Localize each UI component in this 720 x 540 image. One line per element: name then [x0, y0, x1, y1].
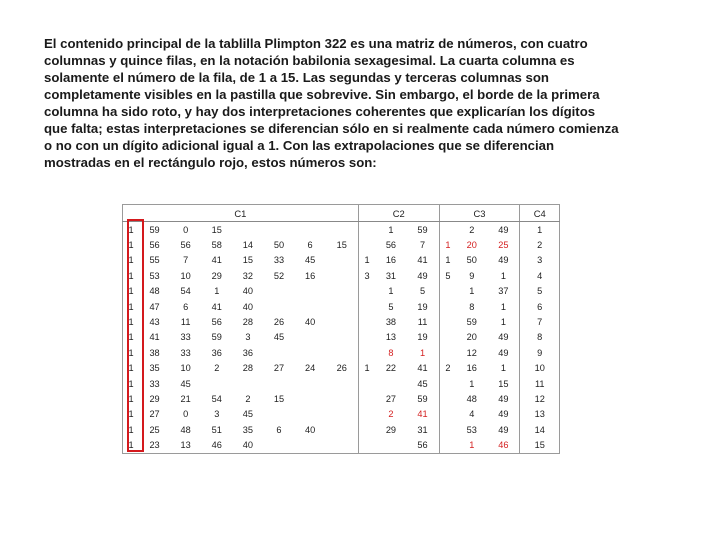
table-row — [123, 330, 560, 345]
table-cell: 54 — [180, 286, 191, 297]
table-cell: 3 — [520, 253, 560, 268]
table-cell: 10 — [180, 363, 191, 374]
table-cell: 33 — [180, 347, 191, 358]
table-cell: 36 — [242, 347, 253, 358]
table-row — [123, 268, 560, 283]
table-cell: 29 — [385, 424, 397, 435]
table-cell — [263, 299, 294, 314]
table-cell: 47 — [149, 301, 160, 312]
table-cell: 1 — [520, 222, 560, 238]
table-cell — [263, 345, 294, 360]
table-cell: 5 — [445, 270, 451, 281]
table-cell: 1 — [123, 299, 140, 314]
table-cell: 1 — [123, 314, 140, 329]
table-row — [123, 345, 560, 360]
table-cell: 56 — [385, 240, 397, 251]
table-cell: 1 — [123, 361, 140, 376]
table-cell: 24 — [304, 363, 316, 374]
table-cell: 36 — [211, 347, 222, 358]
table-cell — [326, 330, 359, 345]
table-cell: 49 — [487, 391, 520, 406]
table-cell: 11 — [406, 314, 439, 329]
table-cell: 48 — [180, 424, 191, 435]
table-cell — [358, 299, 375, 314]
table-cell: 13 — [385, 332, 397, 343]
table-cell: 12 — [520, 391, 560, 406]
table-row — [123, 407, 560, 422]
table-cell: 6 — [183, 301, 189, 312]
table-cell — [295, 437, 326, 453]
table-cell — [326, 284, 359, 299]
red-highlight-rectangle — [127, 219, 144, 452]
table-cell: 1 — [445, 255, 451, 266]
table-cell: 31 — [385, 270, 397, 281]
table-cell: 49 — [487, 345, 520, 360]
table-cell — [326, 268, 359, 283]
table-cell: 22 — [385, 363, 397, 374]
table-cell — [358, 314, 375, 329]
table-cell — [295, 376, 326, 391]
table-cell: 38 — [149, 347, 160, 358]
table-cell: 2 — [214, 363, 220, 374]
table-cell: 1 — [456, 437, 487, 453]
table-cell: 3 — [245, 332, 251, 343]
table-cell: 7 — [183, 255, 189, 266]
table-cell: 23 — [139, 437, 170, 453]
table-cell: 1 — [487, 314, 520, 329]
table-cell: 19 — [406, 299, 439, 314]
table-cell — [358, 345, 375, 360]
table-cell: 8 — [469, 301, 475, 312]
table-cell — [295, 345, 326, 360]
table-cell: 59 — [406, 222, 439, 238]
table-cell — [295, 222, 326, 238]
table-cell — [439, 330, 456, 345]
table-cell — [439, 422, 456, 437]
table-cell: 28 — [242, 317, 253, 328]
table-cell — [439, 299, 456, 314]
table-cell: 1 — [123, 422, 140, 437]
table-cell: 1 — [487, 361, 520, 376]
header-c3: C3 — [439, 205, 520, 222]
table-cell: 46 — [201, 437, 232, 453]
table-cell: 9 — [520, 345, 560, 360]
table-cell: 29 — [149, 393, 160, 404]
table-cell: 19 — [406, 330, 439, 345]
table-cell: 6 — [307, 240, 313, 251]
table-cell: 1 — [123, 391, 140, 406]
table-cell: 41 — [149, 332, 160, 343]
table-cell — [439, 437, 456, 453]
table-cell: 50 — [466, 255, 477, 266]
table-cell — [326, 437, 359, 453]
table-cell: 27 — [273, 363, 285, 374]
table-cell: 1 — [123, 376, 140, 391]
table-cell: 11 — [520, 376, 560, 391]
table-cell: 26 — [326, 361, 359, 376]
table-cell: 56 — [180, 240, 191, 251]
table-cell: 40 — [304, 317, 316, 328]
table-row — [123, 422, 560, 437]
table-cell: 35 — [242, 424, 253, 435]
table-cell — [295, 391, 326, 406]
table-cell: 2 — [469, 224, 475, 235]
table-cell: 53 — [466, 424, 477, 435]
table-cell: 49 — [487, 330, 520, 345]
table-cell: 11 — [180, 317, 191, 328]
table-cell: 1 — [364, 363, 370, 374]
table-cell: 37 — [487, 284, 520, 299]
table-cell: 59 — [466, 317, 477, 328]
table-cell: 32 — [242, 270, 253, 281]
table-row — [123, 299, 560, 314]
table-cell: 5 — [520, 284, 560, 299]
table-cell: 35 — [149, 363, 160, 374]
table-cell: 6 — [520, 299, 560, 314]
table-cell — [358, 376, 375, 391]
table-cell — [439, 284, 456, 299]
table-row — [123, 391, 560, 406]
table-cell: 7 — [520, 314, 560, 329]
table-cell: 1 — [445, 240, 451, 251]
table-cell: 41 — [406, 407, 439, 422]
table-cell — [358, 437, 375, 453]
table-cell: 15 — [211, 224, 222, 235]
table-cell: 45 — [180, 378, 191, 389]
table-cell: 59 — [211, 332, 222, 343]
table-cell: 45 — [304, 255, 316, 266]
table-cell: 15 — [487, 376, 520, 391]
table-cell — [439, 376, 456, 391]
table-cell: 1 — [123, 222, 140, 238]
table-cell: 16 — [385, 255, 397, 266]
table-cell — [263, 284, 294, 299]
table-cell: 45 — [242, 409, 253, 420]
table-cell: 40 — [242, 301, 253, 312]
table-cell: 52 — [273, 270, 285, 281]
table-cell: 41 — [406, 253, 439, 268]
table-cell — [375, 376, 406, 391]
table-cell — [439, 391, 456, 406]
table-cell — [375, 437, 406, 453]
table-cell: 1 — [123, 345, 140, 360]
table-cell: 10 — [520, 361, 560, 376]
table-cell: 58 — [211, 240, 222, 251]
table-cell — [201, 376, 232, 391]
header-c4: C4 — [520, 205, 560, 222]
table-cell: 56 — [211, 317, 222, 328]
table-cell: 7 — [406, 237, 439, 252]
table-row — [123, 222, 560, 238]
table-cell: 55 — [149, 255, 160, 266]
table-cell: 20 — [466, 332, 477, 343]
table-cell: 16 — [304, 270, 316, 281]
table-cell — [439, 222, 456, 238]
table-cell: 54 — [211, 393, 222, 404]
table-cell: 2 — [388, 409, 394, 420]
table-cell: 45 — [273, 332, 285, 343]
table-cell: 1 — [487, 299, 520, 314]
table-cell — [326, 299, 359, 314]
table-row — [123, 314, 560, 329]
table-cell: 33 — [180, 332, 191, 343]
table-cell: 26 — [273, 317, 285, 328]
table-cell: 15 — [326, 237, 359, 252]
table-cell — [232, 376, 263, 391]
plimpton-table-container — [122, 204, 560, 452]
intro-paragraph: El contenido principal de la tablilla Plimpton 322 es una matriz de números, con cuatro columnas y quince filas, en la notación babilonia sexagesimal. La cuarta columna es solamente el número de la fila, de 1 a 15. Las segundas y terceras columnas son completamente visibles en la pastilla que sobrevive. Sin embargo, el borde de la primera columna ha sido roto, y hay dos interpretaciones coherentes que explicarían los dígitos que falta; estas interpretaciones se diferencian sólo en si realmente cada número comienza o no con un dígito adicional igual a 1. Con las extrapolaciones que se diferencian mostradas en el rectángulo rojo, estos números son: — [44, 36, 619, 170]
table-cell: 13 — [170, 437, 201, 453]
table-cell: 56 — [406, 437, 439, 453]
table-cell — [295, 284, 326, 299]
table-cell — [326, 314, 359, 329]
table-cell — [326, 222, 359, 238]
table-cell — [358, 422, 375, 437]
table-cell: 3 — [364, 270, 370, 281]
table-cell — [326, 422, 359, 437]
table-cell: 25 — [149, 424, 160, 435]
table-cell: 6 — [276, 424, 282, 435]
table-cell: 59 — [149, 224, 160, 235]
table-cell — [326, 407, 359, 422]
table-cell: 5 — [388, 301, 394, 312]
table-cell: 1 — [469, 286, 475, 297]
table-cell — [295, 299, 326, 314]
table-cell: 53 — [149, 270, 160, 281]
table-cell: 49 — [406, 268, 439, 283]
table-cell: 48 — [149, 286, 160, 297]
table-cell: 1 — [388, 224, 394, 235]
table-cell — [439, 345, 456, 360]
table-cell: 5 — [406, 284, 439, 299]
table-cell: 1 — [123, 284, 140, 299]
table-cell: 1 — [487, 268, 520, 283]
table-cell: 1 — [123, 237, 140, 252]
table-cell: 1 — [469, 378, 475, 389]
table-row — [123, 253, 560, 268]
table-cell — [358, 222, 375, 238]
table-cell: 1 — [123, 407, 140, 422]
table-cell: 20 — [466, 240, 477, 251]
table-cell: 3 — [214, 409, 220, 420]
table-row — [123, 237, 560, 252]
table-cell: 38 — [385, 317, 397, 328]
table-cell: 15 — [520, 437, 560, 453]
table-header-row — [123, 205, 560, 222]
table-cell: 40 — [232, 437, 263, 453]
table-cell — [358, 407, 375, 422]
table-cell — [295, 407, 326, 422]
table-cell: 4 — [469, 409, 475, 420]
table-row — [123, 361, 560, 376]
table-cell: 41 — [406, 361, 439, 376]
table-cell: 59 — [406, 391, 439, 406]
table-cell — [358, 237, 375, 252]
table-cell — [232, 222, 263, 238]
table-cell: 2 — [245, 393, 251, 404]
table-cell: 1 — [123, 268, 140, 283]
table-cell — [263, 222, 294, 238]
table-cell: 1 — [123, 253, 140, 268]
table-cell: 1 — [364, 255, 370, 266]
table-cell: 13 — [520, 407, 560, 422]
table-cell — [358, 391, 375, 406]
table-cell — [358, 284, 375, 299]
table-cell: 33 — [273, 255, 285, 266]
table-cell: 41 — [211, 255, 222, 266]
table-cell: 15 — [242, 255, 253, 266]
table-cell — [326, 391, 359, 406]
table-cell: 49 — [487, 422, 520, 437]
table-cell: 1 — [406, 345, 439, 360]
table-cell: 12 — [466, 347, 477, 358]
table-cell: 14 — [242, 240, 253, 251]
table-cell: 2 — [445, 363, 451, 374]
table-cell: 14 — [520, 422, 560, 437]
table-cell: 1 — [388, 286, 394, 297]
table-cell: 49 — [487, 222, 520, 238]
table-cell: 48 — [466, 393, 477, 404]
table-cell: 49 — [487, 253, 520, 268]
table-cell: 1 — [123, 437, 140, 453]
table-cell — [263, 376, 294, 391]
table-cell: 0 — [183, 224, 189, 235]
table-cell — [263, 407, 294, 422]
table-cell: 4 — [520, 268, 560, 283]
table-cell: 8 — [388, 347, 394, 358]
table-cell: 27 — [385, 393, 397, 404]
table-cell: 16 — [466, 363, 477, 374]
table-cell: 8 — [520, 330, 560, 345]
table-cell: 25 — [487, 237, 520, 252]
table-cell: 1 — [123, 330, 140, 345]
table-cell: 40 — [304, 424, 316, 435]
table-cell: 0 — [183, 409, 189, 420]
table-cell: 21 — [180, 393, 191, 404]
table-cell: 10 — [180, 270, 191, 281]
table-cell — [439, 314, 456, 329]
table-cell: 33 — [149, 378, 160, 389]
table-cell — [439, 407, 456, 422]
header-c1: C1 — [123, 205, 359, 222]
table-row — [123, 284, 560, 299]
table-cell: 28 — [242, 363, 253, 374]
table-cell: 31 — [406, 422, 439, 437]
table-cell: 46 — [487, 437, 520, 453]
table-cell: 49 — [487, 407, 520, 422]
table-cell: 56 — [149, 240, 160, 251]
table-cell — [295, 330, 326, 345]
table-cell: 50 — [273, 240, 285, 251]
table-cell: 45 — [406, 376, 439, 391]
table-cell: 27 — [149, 409, 160, 420]
table-cell — [326, 253, 359, 268]
table-cell — [263, 437, 294, 453]
table-cell: 29 — [211, 270, 222, 281]
table-cell: 9 — [469, 270, 475, 281]
table-cell: 15 — [273, 393, 285, 404]
table-cell: 51 — [211, 424, 222, 435]
header-c2: C2 — [358, 205, 439, 222]
table-row — [123, 376, 560, 391]
table-cell: 40 — [242, 286, 253, 297]
table-row — [123, 437, 560, 453]
table-cell — [326, 376, 359, 391]
table-cell: 1 — [214, 286, 220, 297]
table-cell — [358, 330, 375, 345]
table-cell: 2 — [520, 237, 560, 252]
table-cell: 43 — [149, 317, 160, 328]
table-cell: 41 — [211, 301, 222, 312]
table-cell — [326, 345, 359, 360]
plimpton-table — [122, 204, 560, 454]
